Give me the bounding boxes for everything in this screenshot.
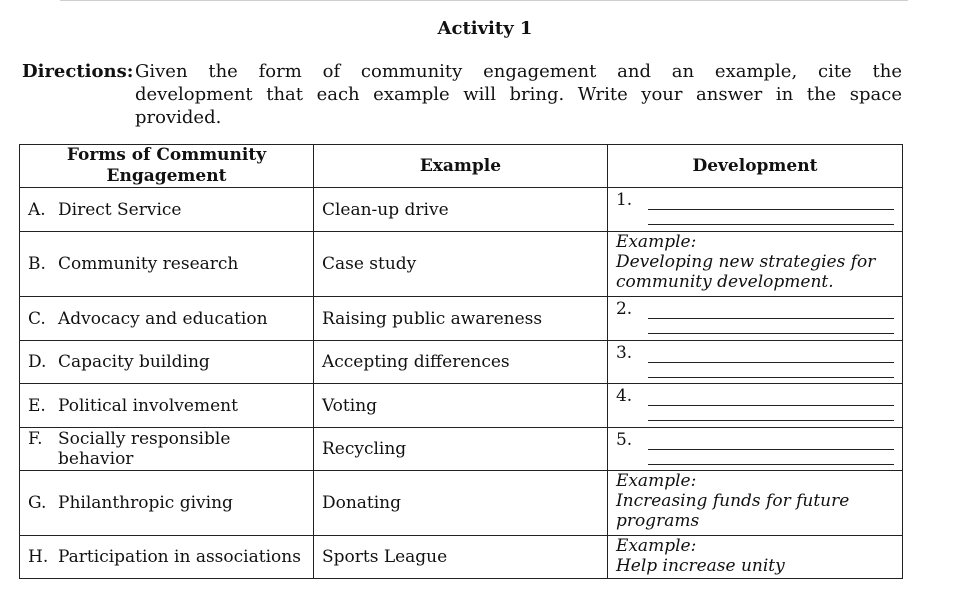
row-letter: B. [28,254,46,274]
row-letter: F. [28,429,43,449]
row-letter: D. [28,352,47,372]
top-divider [60,0,908,1]
answer-cell [607,384,902,428]
answer-line[interactable] [648,196,894,210]
table-row [20,536,903,579]
answer-line[interactable] [648,436,894,450]
table-header-row [20,145,903,188]
answer-line[interactable] [648,450,894,465]
header-development: Development [607,145,902,188]
answer-cell [607,341,902,384]
header-example: Example [313,145,607,188]
development-example-cell [607,536,902,579]
answer-cell [607,188,902,232]
row-example: Sports League [313,536,607,579]
row-form: Philanthropic giving [58,493,233,513]
row-letter: A. [28,199,46,220]
directions-text-3: provided. [135,107,222,128]
row-form: Socially responsible behavior [58,429,231,469]
answer-number: 5. [615,430,633,450]
header-forms: Forms of Community Engagement [20,145,314,188]
directions-text-2: development that each example will bring. Write your answer in the space [135,84,902,105]
answer-number: 3. [615,343,633,363]
answer-cell [607,297,902,341]
table-row [20,341,903,384]
table-row [20,297,903,341]
directions-text-1: Given the form of community engagement and an example, cite the [135,61,902,82]
example-text: Developing new strategies for community development. [615,252,876,292]
directions-label: Directions: [22,61,134,82]
row-example: Donating [313,471,607,536]
table-row [20,428,903,471]
example-label: Example: [615,471,697,491]
answer-number: 1. [615,190,633,210]
answer-line[interactable] [648,363,894,378]
row-example: Voting [313,384,607,428]
row-example: Raising public awareness [313,297,607,341]
answer-line[interactable] [648,305,894,319]
row-example: Case study [313,232,607,297]
page-title: Activity 1 [437,18,533,39]
example-label: Example: [615,232,697,252]
row-example: Accepting differences [313,341,607,384]
answer-line[interactable] [648,392,894,406]
example-label: Example: [615,536,697,556]
table-row [20,471,903,536]
answer-line[interactable] [648,210,894,225]
directions [22,60,902,129]
example-text: Help increase unity [615,556,785,576]
row-letter: H. [28,547,49,567]
answer-number: 4. [615,386,633,406]
table-row [20,188,903,232]
row-form: Capacity building [58,352,210,372]
example-text: Increasing funds for future programs [615,491,850,531]
answer-line[interactable] [648,319,894,334]
table-row [20,384,903,428]
row-form: Community research [58,254,239,274]
row-form: Participation in associations [58,547,301,567]
row-example: Clean-up drive [313,188,607,232]
row-example: Recycling [313,428,607,471]
development-example-cell [607,232,902,297]
directions-line-1 [22,60,902,83]
answer-cell [607,428,902,471]
table-row [20,232,903,297]
row-form: Advocacy and education [58,308,268,329]
row-form: Direct Service [58,199,182,220]
development-example-cell [607,471,902,536]
row-form: Political involvement [58,395,238,416]
activity-table [19,144,903,579]
answer-line[interactable] [648,349,894,363]
row-letter: G. [28,493,47,513]
answer-line[interactable] [648,406,894,421]
row-letter: E. [28,395,46,416]
row-letter: C. [28,308,46,329]
answer-number: 2. [615,299,633,319]
